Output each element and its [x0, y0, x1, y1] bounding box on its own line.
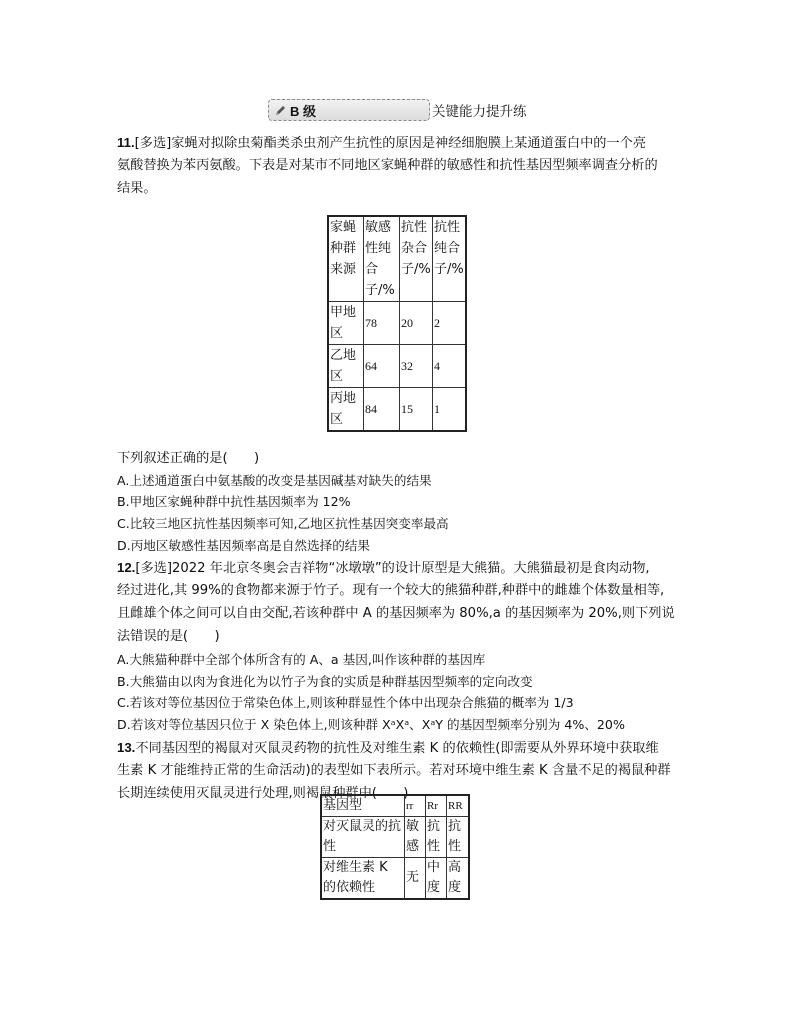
table-cell: 对维生素 K 的依赖性: [321, 858, 405, 900]
stem-line: 长期连续使用灭鼠灵进行处理,则褐鼠种群中( ): [117, 786, 409, 801]
table-cell: 15: [400, 388, 433, 432]
option-a: A.大熊猫种群中全部个体所含有的 A、a 基因,叫作该种群的基因库: [117, 652, 486, 667]
table-row: [328, 388, 466, 432]
option-d: D.丙地区敏感性基因频率高是自然选择的结果: [117, 537, 370, 553]
table-cell: 84: [364, 388, 400, 432]
table-header-cell: 基因型: [321, 795, 405, 817]
stem-line: 且雌雄个体之间可以自由交配,若该种群中 A 的基因频率为 80%,a 的基因频率为 20%,则下列说: [117, 606, 675, 621]
table-cell: 20: [400, 302, 433, 345]
question-11-options: [117, 448, 717, 556]
table-cell: 32: [400, 345, 433, 388]
question-number: 11.: [117, 135, 135, 150]
table-cell: 抗性: [426, 817, 447, 858]
table-cell: 敏感: [405, 817, 426, 858]
section-level-badge: [268, 99, 430, 121]
table-header-cell: 敏感性纯合子/%: [364, 216, 400, 302]
table-cell: 甲地区: [328, 302, 364, 345]
stem-line: [多选]家蝇对拟除虫菊酯类杀虫剂产生抗性的原因是神经细胞膜上某通道蛋白中的一个亮: [134, 136, 647, 151]
section-level: B 级: [290, 103, 317, 119]
table-cell: 4: [433, 345, 466, 388]
stem-line: 氨酸替换为苯丙氨酸。下表是对某市不同地区家蝇种群的敏感性和抗性基因型频率调查分析的: [117, 158, 658, 173]
question-12-options: [117, 649, 717, 736]
stem-line: 生素 K 才能维持正常的生命活动)的表型如下表所示。若对环境中维生素 K 含量不足的褐鼠种群: [117, 763, 671, 778]
q13-phenotype-table: [320, 794, 470, 900]
table-row: [321, 858, 469, 900]
table-header-cell: 家蝇种群来源: [328, 216, 364, 302]
table-cell: 2: [433, 302, 466, 345]
table-cell: 1: [433, 388, 466, 432]
table-cell: 中度: [426, 858, 447, 900]
table-row: [321, 817, 469, 858]
table-cell: 抗性: [447, 817, 470, 858]
table-cell: 丙地区: [328, 388, 364, 432]
question-12-stem: [117, 556, 717, 648]
stem-line: 经过进化,其 99%的食物都来源于竹子。现有一个较大的熊猫种群,种群中的雌雄个体数量相等,: [117, 583, 665, 598]
table-header-row: [321, 795, 469, 817]
table-header-row: [328, 216, 466, 302]
stem-line: [多选]2022 年北京冬奥会吉祥物“冰墩墩”的设计原型是大熊猫。大熊猫最初是食肉动物,: [135, 561, 650, 576]
table-cell: 乙地区: [328, 345, 364, 388]
question-number: 12.: [117, 560, 136, 575]
table-cell: 无: [405, 858, 426, 900]
table-header-cell: 抗性杂合子/%: [400, 216, 433, 302]
option-b: B.大熊猫由以肉为食进化为以竹子为食的实质是种群基因型频率的定向改变: [117, 673, 533, 689]
table-cell: 78: [364, 302, 400, 345]
table-row: [328, 302, 466, 345]
option-d: D.若该对等位基因只位于 X 染色体上,则该种群 XᵃXᵃ、XᵃY 的基因型频率分别为 4%、20%: [117, 717, 625, 733]
table-cell: 对灭鼠灵的抗性: [321, 817, 405, 858]
stem-line: 结果。: [117, 181, 157, 196]
table-header-cell: Rr: [426, 795, 447, 817]
table-cell: 高度: [447, 858, 470, 900]
table-cell: 64: [364, 345, 400, 388]
table-header-cell: 抗性纯合子/%: [433, 216, 466, 302]
question-prompt: 下列叙述正确的是( ): [117, 451, 260, 466]
option-b: B.甲地区家蝇种群中抗性基因频率为 12%: [117, 494, 351, 510]
stem-line: 不同基因型的褐鼠对灭鼠灵药物的抗性及对维生素 K 的依赖性(即需要从外界环境中获取维: [135, 741, 659, 756]
option-c: C.比较三地区抗性基因频率可知,乙地区抗性基因突变率最高: [117, 516, 449, 532]
section-header: [268, 99, 527, 121]
table-header-cell: RR: [447, 795, 470, 817]
q11-data-table: [327, 215, 467, 432]
question-11-stem: [117, 131, 717, 200]
table-header-cell: rr: [405, 795, 426, 817]
option-a: A.上述通道蛋白中氨基酸的改变是基因碱基对缺失的结果: [117, 472, 432, 488]
table-row: [328, 345, 466, 388]
question-number: 13.: [117, 740, 136, 755]
section-title: 关键能力提升练: [432, 104, 527, 120]
stem-line: 法错误的是( ): [117, 629, 220, 644]
option-c: C.若该对等位基因位于常染色体上,则该种群显性个体中出现杂合熊猫的概率为 1/3: [117, 695, 574, 711]
pencil-icon: [275, 104, 287, 116]
